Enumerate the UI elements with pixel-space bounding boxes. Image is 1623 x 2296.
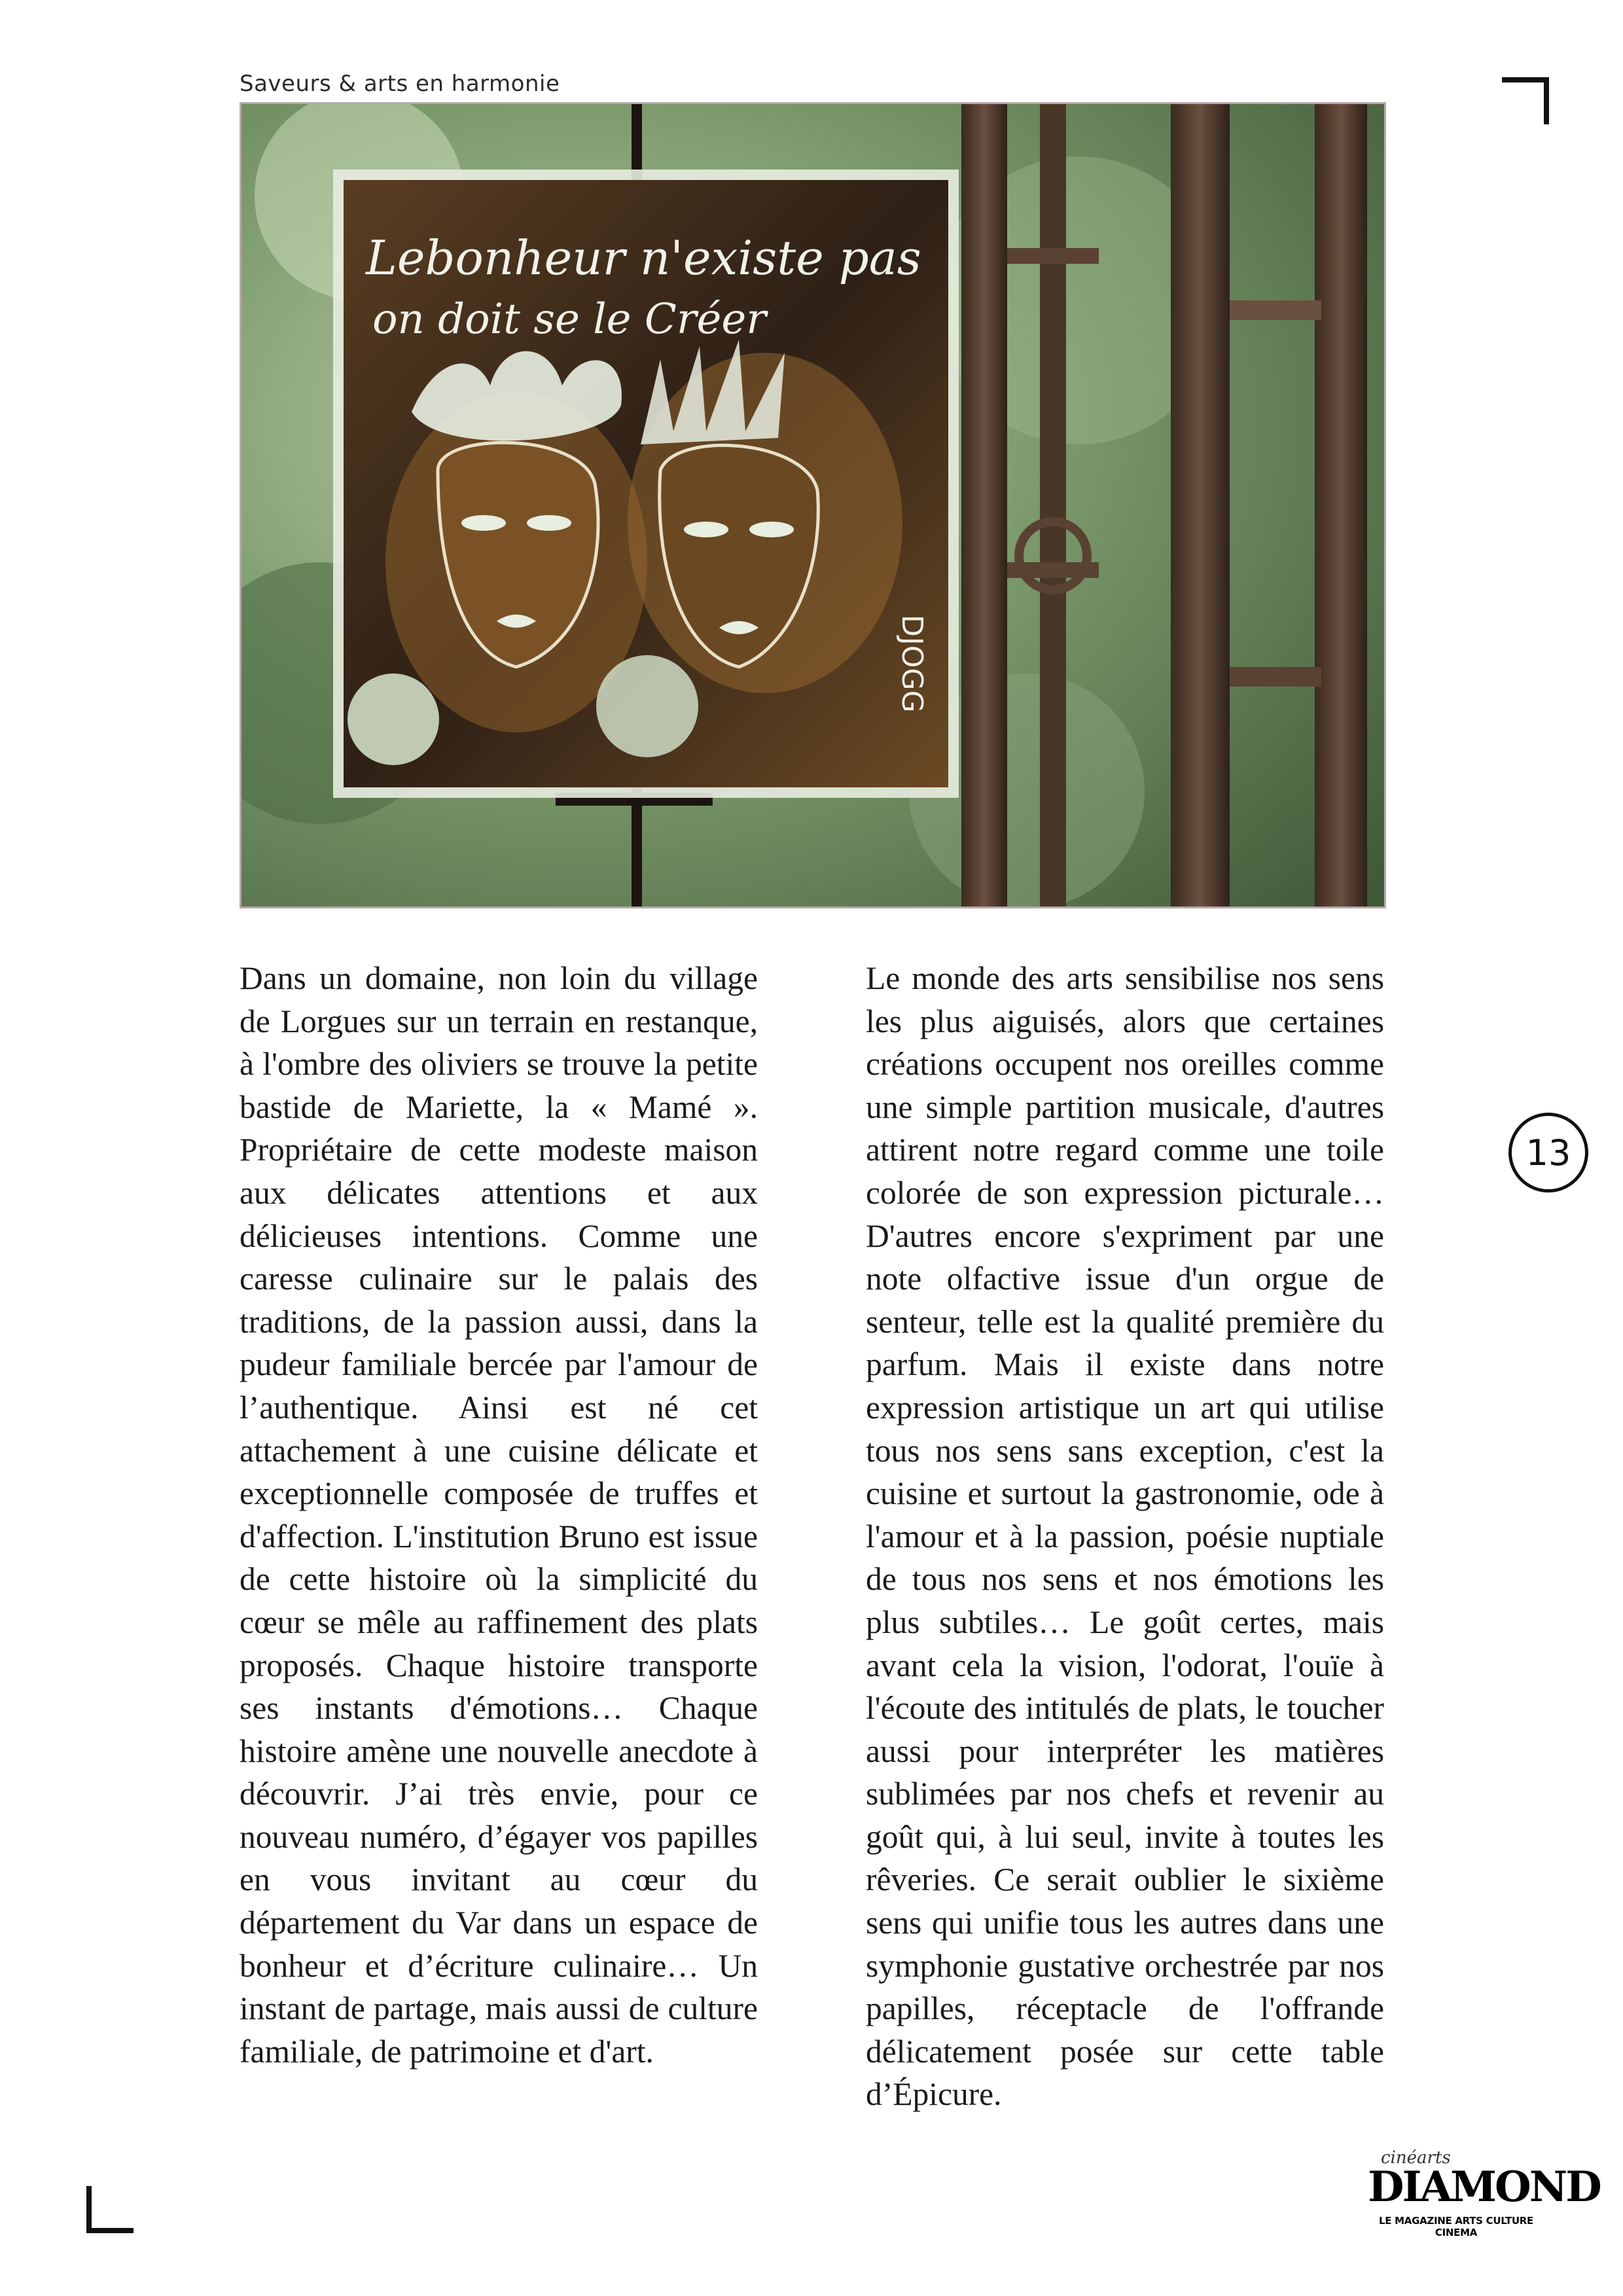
article-left-column — [240, 957, 758, 2073]
corner-mark-bottom-left — [86, 2186, 134, 2233]
right-column-text: Le monde des arts sensibilise nos sens les plus aiguisés, alors que certaines créations occupent nos oreilles comme une simple partition musicale, d'autres attirent notre regard comme une toile colorée de son expression picturale… D'autres encore s'expriment par une note olfactive issue d'un orgue de senteur, telle est la qualité première du parfum. Mais il existe dans notre expression artistique un art qui utilise tous nos sens sans exception, c'est la cuisine et surtout la gastronomie, ode à l'amour et à la passion, poésie nuptiale de tous nos sens et nos émotions les plus subtiles… Le goût certes, mais avant cela la vision, l'odorat, l'ouïe à l'écoute des intitulés de plats, le toucher aussi pour interpréter les matières sublimées par nos chefs et revenir au goût qui, à lui seul, invite à toutes les rêveries. Ce serait oublier le sixième sens qui unifie tous les autres dans une symphonie gustative orchestrée par nos papilles, réceptacle de l'offrande délicatement posée sur cette table d’Épicure. — [866, 960, 1384, 2113]
panel-signature: DJOGG — [895, 615, 929, 713]
artwork-photo — [240, 102, 1386, 908]
corner-mark-top-right — [1502, 77, 1549, 124]
panel-text-line2: on doit se le Créer — [372, 295, 766, 344]
logo-word: DIAMOND — [1368, 2162, 1600, 2212]
running-title: Saveurs & arts en harmonie — [240, 71, 560, 97]
panel-text-line1: Lebonheur n'existe pas — [366, 230, 921, 285]
logo-tagline: LE MAGAZINE ARTS CULTURE CINEMA — [1379, 2215, 1533, 2238]
article-right-column — [866, 957, 1384, 2116]
left-column-text: Dans un domaine, non loin du village de Lorgues sur un terrain en restanque, à l'ombre des oliviers se trouve la petite bastide de Mariette, la « Mamé ». Propriétaire de cette modeste maison aux délicates attentions et aux délicieuses intentions. Comme une caresse culinaire sur le palais des traditions, de la passion aussi, dans la pudeur familiale bercée par l'amour de l’authentique. Ainsi est né cet attachement à une cuisine délicate et exceptionnelle composée de truffes et d'affection. L'institution Bruno est issue de cette histoire où la simplicité du cœur se mêle au raffinement des plats proposés. Chaque histoire transporte ses instants d'émotions… Chaque histoire amène une nouvelle anecdote à découvrir. J’ai très envie, pour ce nouveau numéro, d’égayer vos papilles en vous invitant au cœur du département du Var dans un espace de bonheur et d’écriture culinaire… Un instant de partage, mais aussi de culture familiale, de patrimoine et d'art. — [240, 960, 758, 2070]
artwork-illustration — [241, 104, 1384, 906]
logo-script: cinéarts — [1381, 2148, 1451, 2168]
page-number: 13 — [1508, 1113, 1588, 1193]
